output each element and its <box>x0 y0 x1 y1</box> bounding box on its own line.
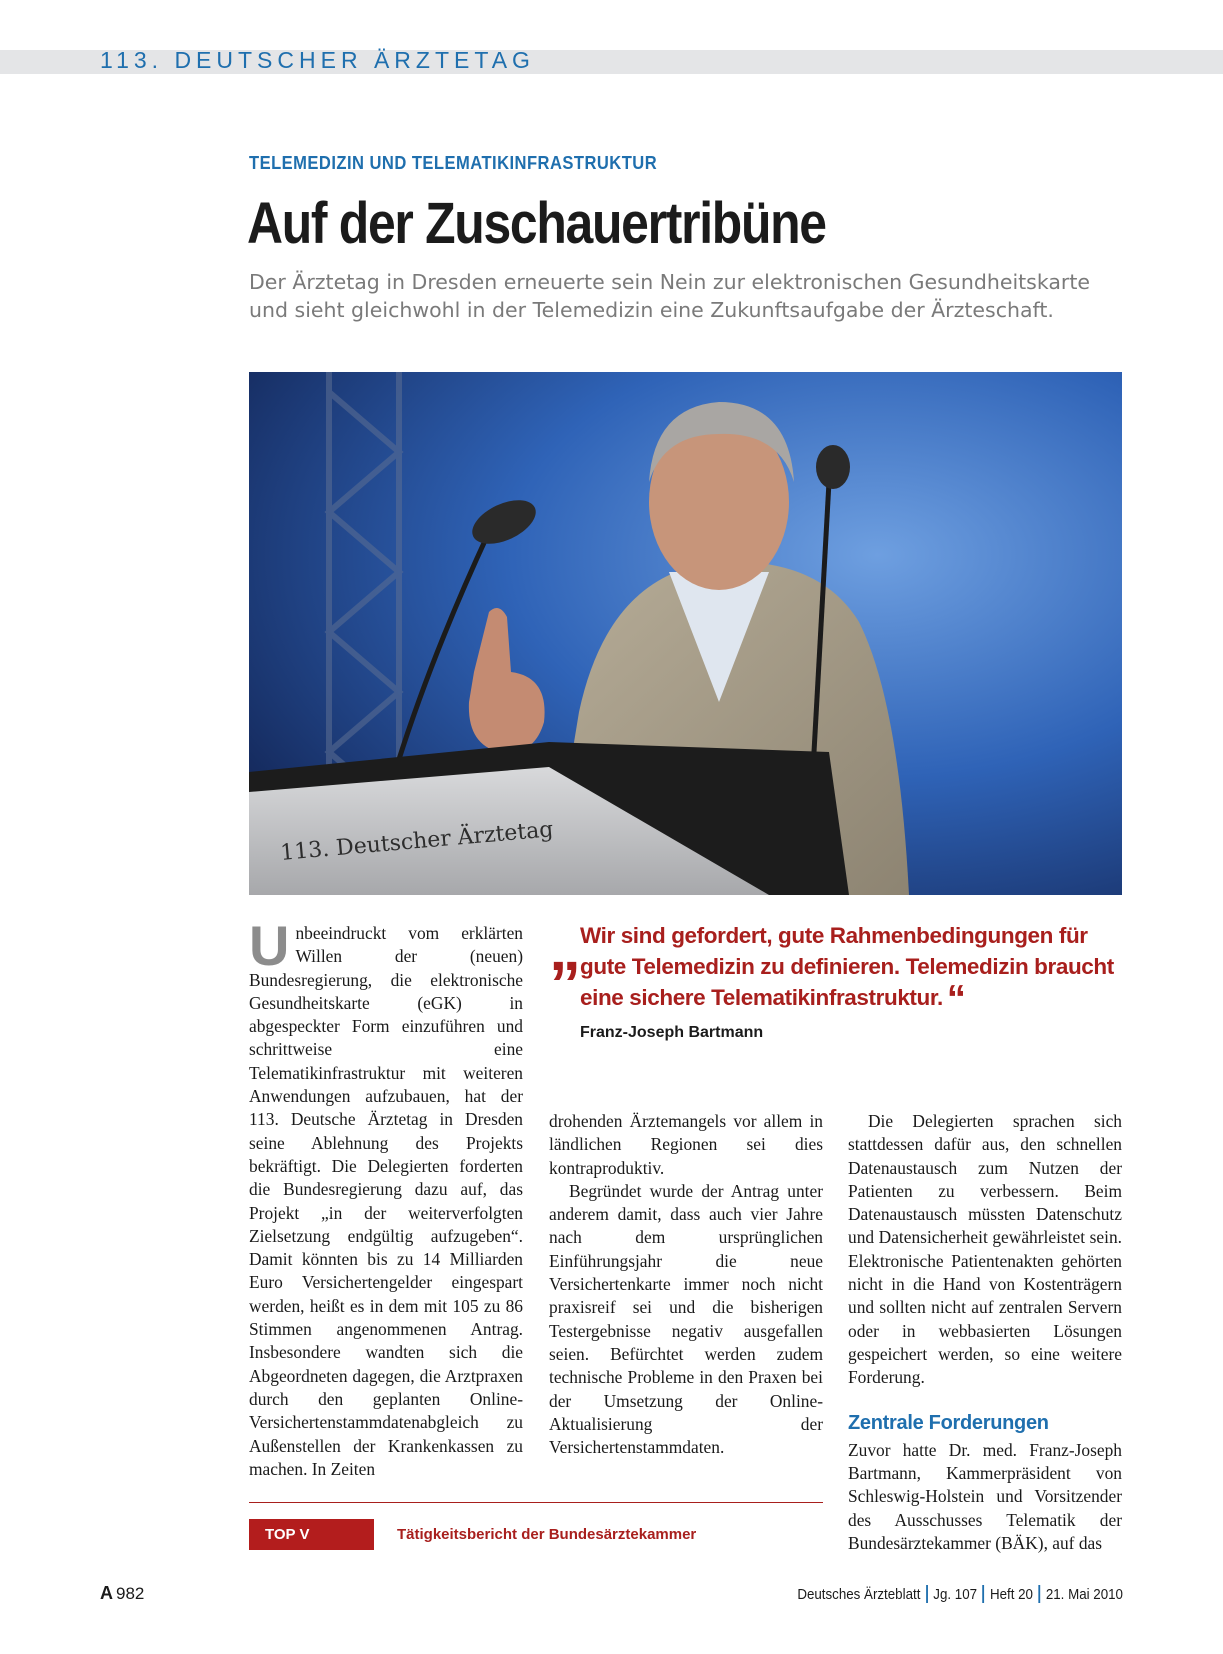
publication-name: Deutsches Ärzteblatt <box>797 1587 921 1603</box>
column-3-paragraph-1: Die Delegierten sprachen sich stattdessen dafür aus, den schnellen Datenaustausch zum Nutzen der Patienten zu verbessern. Beim Datenaustausch müssten Datenschutz und Datensicherheit gewährleistet sein. Elektronische Patientenakten gehörten nicht in die Hand von Kostenträgern und sollten nicht auf zentralen Servern oder in webbasierten Lösungen gespeichert werden, so eine weitere Forderung. <box>848 1111 1122 1388</box>
article-subtitle: Der Ärztetag in Dresden erneuerte sein Nein zur elektronischen Gesundheitskarte und sieht gleichwohl in der Telemedizin eine Zukunftsaufgabe der Ärzteschaft. <box>249 270 1091 322</box>
column-1-text: nbeeindruckt vom erklärten Willen der (neuen) Bundesregierung, die elektronische Gesundheitskarte (eGK) in abgespeckter Form einzuführen und schrittweise eine Telematikinfrastruktur mit weiteren Anwendungen aufzubauen, hat der 113. Deutsche Ärztetag in Dresden seine Ablehnung des Projekts bekräftigt. Die Delegierten forderten die Bundesregierung dazu auf, das Projekt „in der weiterverfolgten Zielsetzung endgültig aufzugeben“. Damit könnten bis zu 14 Milliarden Euro Versichertengelder eingespart werden, heißt es in dem mit 105 zu 86 Stimmen angenommenen Antrag. Insbesondere wandten sich die Abgeordneten dagegen, die Arztpraxen durch den geplanten Online-Versichertenstammdatenabgleich zu Außenstellen der Krankenkassen zu machen. In Zeiten <box>249 923 523 1479</box>
section-heading: Zentrale Forderungen <box>848 1411 1049 1434</box>
pull-quote-text: Wir sind gefordert, gute Rahmenbedingungen für gute Telemedizin zu definieren. Telemedizin braucht eine sichere Telematikinfrastruktur. <box>580 923 1114 1010</box>
footer-separator <box>983 1585 985 1603</box>
article-kicker: TELEMEDIZIN UND TELEMATIKINFRASTRUKTUR <box>249 153 658 173</box>
page-number-value: 982 <box>116 1584 145 1603</box>
article-column-1 <box>249 914 523 1481</box>
footer-separator <box>926 1585 928 1603</box>
volume: Jg. 107 <box>933 1587 978 1603</box>
column-2-paragraph-2: Begründet wurde der Antrag unter anderem damit, dass auch vier Jahre nach dem ursprünglichen Einführungsjahr die neue Versichertenkarte immer noch nicht praxisreif sei und die bisherigen Testergebnisse negativ ausgefallen seien. Befürchtet werden zudem technische Probleme in den Praxen bei der Umsetzung der Online-Aktualisierung der Versichertenstammdaten. <box>549 1180 823 1458</box>
issue-date: 21. Mai 2010 <box>1045 1587 1123 1603</box>
article-column-2 <box>549 1110 823 1459</box>
article-column-3 <box>848 1110 1122 1555</box>
article-title: Auf der Zuschauertribüne <box>247 191 826 256</box>
column-2-paragraph-1: drohenden Ärztemangels vor allem in ländlichen Regionen sei dies kontraproduktiv. <box>549 1111 823 1178</box>
top-badge: TOP V <box>249 1519 374 1550</box>
issue: Heft 20 <box>989 1587 1033 1603</box>
top-description: Tätigkeitsbericht der Bundesärztekammer <box>397 1526 697 1543</box>
column-3-paragraph-2: Zuvor hatte Dr. med. Franz-Joseph Bartmann, Kammerpräsident von Schleswig-Holstein und Vorsitzender des Ausschusses Telematik der Bundesärztekammer (BÄK), auf das <box>848 1439 1122 1554</box>
footer-info <box>797 1585 1123 1603</box>
page-number <box>100 1583 144 1604</box>
quote-open-mark: „ <box>549 912 581 984</box>
footer-separator <box>1039 1585 1041 1603</box>
page-prefix: A <box>100 1583 113 1603</box>
podium-sign: 113. Deutscher Ärztetag <box>279 817 555 866</box>
quote-close-mark: “ <box>946 978 966 1020</box>
pull-quote <box>580 920 1120 1020</box>
top-divider <box>249 1502 823 1503</box>
drop-cap: U <box>249 914 290 977</box>
pull-quote-author: Franz-Joseph Bartmann <box>580 1024 764 1041</box>
section-label: 113. DEUTSCHER ÄRZTETAG <box>100 47 535 73</box>
article-photo <box>249 372 1122 895</box>
